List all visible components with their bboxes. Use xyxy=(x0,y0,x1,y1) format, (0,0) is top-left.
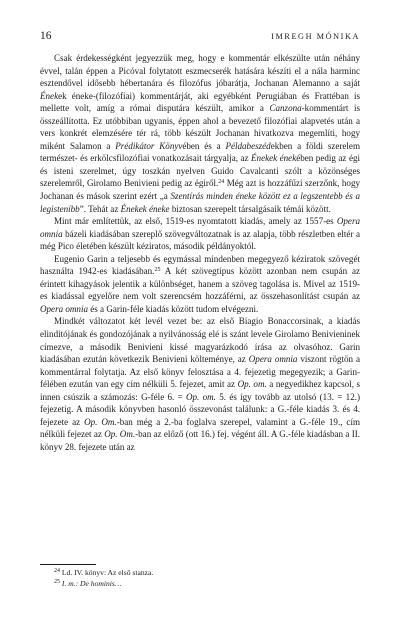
text-run: és a Garin-féle kiadás között tudom elvégezni. xyxy=(88,303,259,314)
body-text xyxy=(40,52,360,454)
page-header xyxy=(40,30,360,44)
footnotes xyxy=(40,568,360,589)
paragraph xyxy=(40,315,360,453)
paragraph xyxy=(40,52,360,215)
text-run: ”. Tehát az xyxy=(79,203,121,214)
italic-text: Ének xyxy=(40,90,59,101)
italic-text: Prédikátor Könyv xyxy=(115,140,183,151)
italic-text: I. m.: De hominis… xyxy=(61,578,122,588)
text-run: 5. és így tovább az utolsó (13. = 12.) fejezetig. A második könyvben hasonló összevonást találunk: a G.-féle kiadás 3. és 4. fejezete az xyxy=(40,391,360,427)
text-run: Még azt is hozzáfűzi szerzőnk, hogy Jochanan és mások szerint ezért „a xyxy=(40,178,361,202)
text-run: Mint már említettük, az első, 1519-es nyomtatott kiadás, amely az 1557-es xyxy=(54,216,337,227)
paragraph xyxy=(40,215,360,253)
italic-text: Énekek éneke xyxy=(120,203,170,214)
italic-text: Op. om. xyxy=(237,379,267,390)
text-run: ek éneke xyxy=(58,90,93,101)
italic-text: Opera omnia xyxy=(248,354,298,365)
text-run: -ban az előző (ott 16.) fej. végént áll. A G.-féle kiadásban a II. könyv 28. fejezete után az xyxy=(40,429,360,452)
page-number: 16 xyxy=(40,30,52,42)
text-run: Mindkét változatot két levél vezet be: az első Biagio Bonaccorsinak, a kiadás elindítójának és gondozójának a nyilvánosság elé is szánt levele Girolamo Benivieninek címezve, a második Benivieni kissé magyarázkodó írása az olvasóhoz. Garin kiadásában ezután következik Benivieni költeménye, az xyxy=(40,316,360,365)
italic-text: Op. Om. xyxy=(104,429,136,440)
footnote-reference: 24 xyxy=(218,179,225,186)
italic-text: Op. om. xyxy=(186,391,216,402)
footnote-divider xyxy=(40,564,96,565)
footnote-number: 24 xyxy=(54,568,60,574)
text-run: A két szövegtípus között azonban nem csupán az érintett kihagyások jelentik a különbséget, hanem a szöveg tagolása is. Mivel az 1519-es kiadással egyelőre nem volt szerencsém hozzáférni, az összehasonlítást csupán az xyxy=(40,266,360,302)
text-run: ekben a földi szerelem természet- és erkölcsfilozófiai vonatkozásait tárgyalja, az xyxy=(40,140,360,164)
running-head: IMREGH MÓNIKA xyxy=(271,32,360,41)
italic-text: Canzona xyxy=(269,103,302,114)
text-run: -(filozófiai) kommentárját, aki egyébként Perugiában és Frattéban is mellette volt, amíg a római disputára készült, amikor a xyxy=(40,90,360,114)
text-run: biztosan szerepelt társalgásaik témái között. xyxy=(169,203,331,214)
footnote xyxy=(40,568,360,579)
italic-text: Énekek ének xyxy=(251,153,297,164)
italic-text: Opera omnia xyxy=(40,216,360,239)
text-run: Csak érdekességként jegyezzük meg, hogy e kommentár elkészülte után néhány évvel, talán éppen a Picóval folytatott eszmecserék hatására készíti el a nála harminc esztendővel idősebb hébertanára és filozófus jóbarátja, Jochanan Alemanno a saját xyxy=(40,53,360,89)
text-run: bázeli kiadásában szereplő szövegváltozatnak is az alapja, több részletben eltér a még Pico életében készült kéziratos, második példányoktól. xyxy=(40,228,360,252)
italic-text: Szentírás minden éneke között ez a legszentebb és a legisteníbb xyxy=(40,191,360,214)
footnote-reference: 25 xyxy=(154,267,161,274)
paragraph xyxy=(40,253,360,316)
text-run: ében pedig az égi és isteni szerelmet, úgy toszkán nyelven Guido Cavalcanti szólt a közönséges szerelemről, Girolamo Benivieni pedig az égiről. xyxy=(40,153,360,189)
text-run: Ld. IV. könyv: Az első stanza. xyxy=(60,568,154,577)
italic-text: Példabeszéd xyxy=(225,140,271,151)
footnote xyxy=(40,579,360,590)
italic-text: Op. Om. xyxy=(84,416,117,427)
text-run: -kommentárt is összeállította. Ez utóbbiban ugyanis, éppen ahol a bevezető filozófiai alapvetés után a vers konkrét elemzésére tér rá, több készült Jochanan hivatkozva megemlíti, hogy miként Salamon a xyxy=(40,103,360,151)
footnote-number: 25 xyxy=(54,578,60,585)
text-run: viszont rögtön a kommentárral folytatja. Az első könyv felosztása a 4. fejezetig megegyezik; a Garin-félében ezután van egy cím nélküli 5. fejezet, amit az xyxy=(40,354,361,390)
italic-text: Opera omnia xyxy=(40,303,88,314)
text-run: -ban még a 2.-ba foglalva szerepel, valamint a G.-féle 19., cím nélküli fejezet az xyxy=(40,416,360,440)
text-run: ében és a xyxy=(182,140,226,151)
text-run: Eugenio Garin a teljesebb és egymással mindenben megegyező kéziratok szövegét használta 1942-es kiadásában. xyxy=(40,253,360,277)
text-run: a negyedikhez kapcsol, s innen csúszik a számozás: G-féle 6. = xyxy=(40,379,361,402)
